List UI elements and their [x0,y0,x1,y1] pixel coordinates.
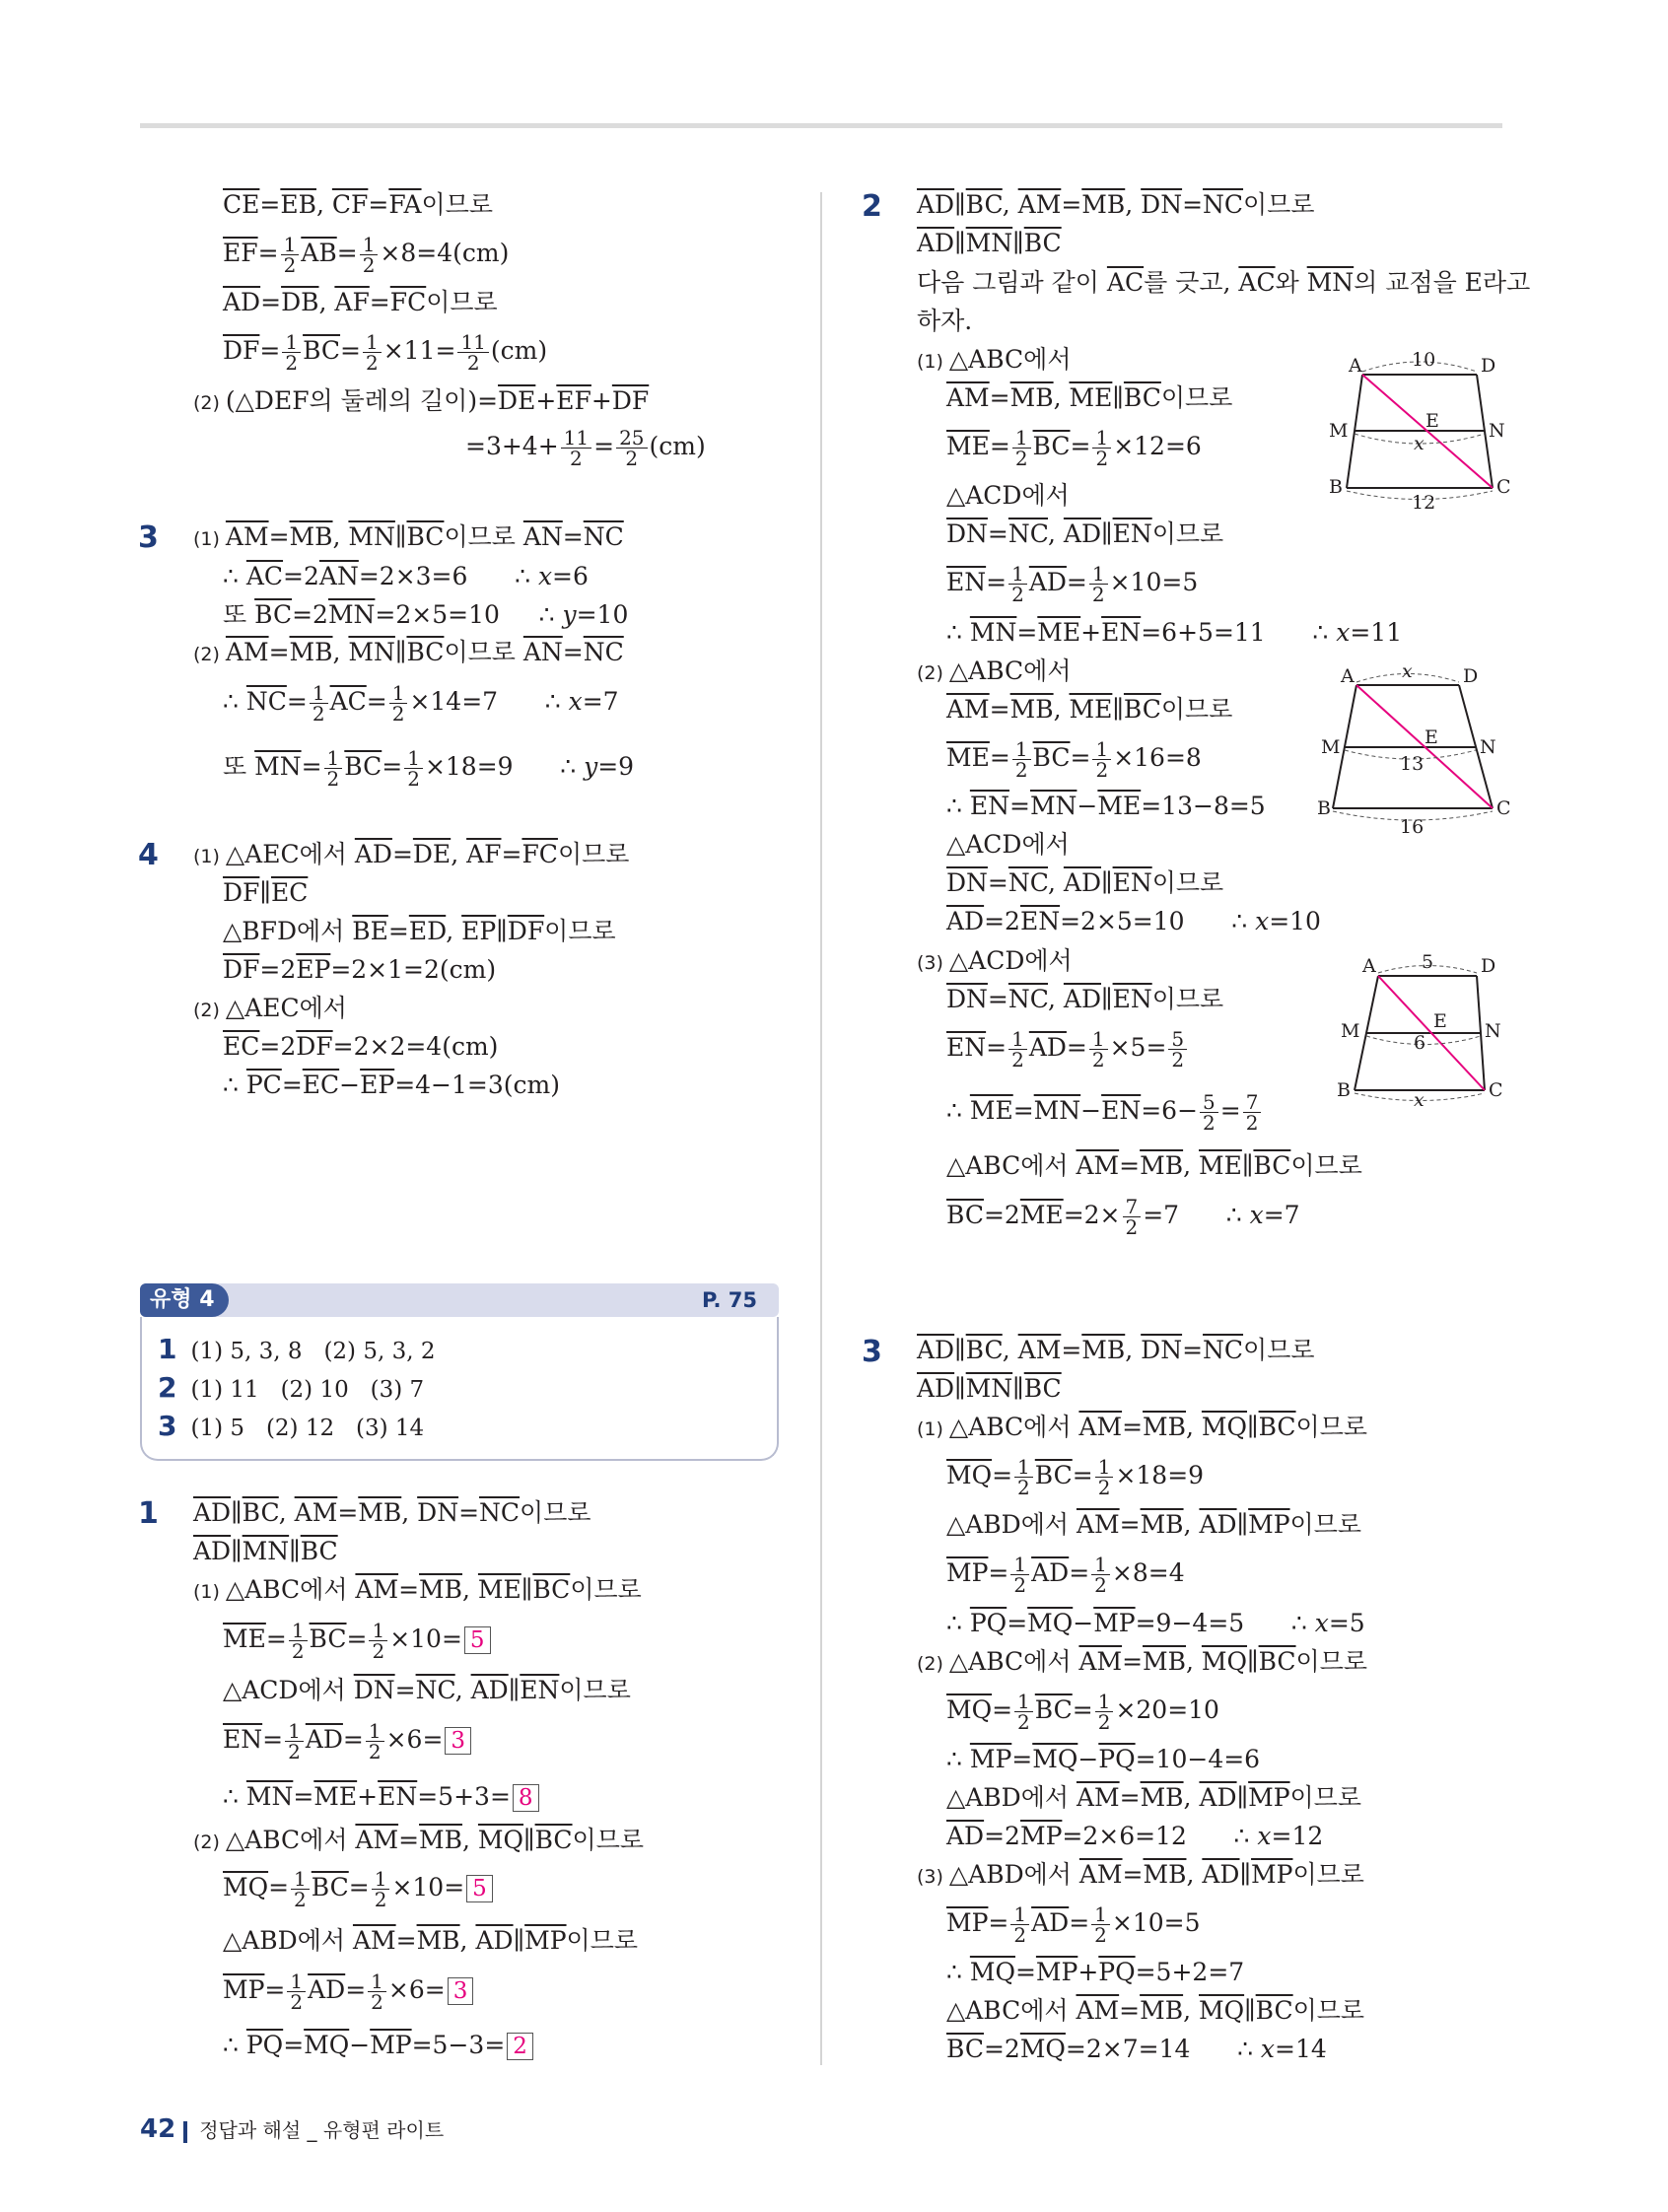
math-line: (2) △ABC에서 $\overline{AM}=\overline{MB}$, $\overline{MQ}\parallel\overline{BC}$이므로 [917,1647,1367,1676]
page-number: 42 [140,2114,176,2144]
vertex-label: M [1329,420,1349,442]
vertex-label: D [1463,665,1479,687]
answer-row [158,1333,436,1365]
dimension-label: 13 [1400,753,1425,775]
math-line: ∴ $\overline{MQ}=\overline{MP}+\overline{PQ}=5+2=7$ [946,1958,1245,1986]
dimension-label: 5 [1422,951,1434,973]
vertex-label: N [1480,736,1496,758]
math-line: ∴ $\overline{PQ}=\overline{MQ}-\overline{MP}=9-4=5$ ∴ x=5 [946,1609,1365,1637]
math-line: $\overline{DF}\parallel\overline{EC}$ [223,878,309,907]
math-line: 다음 그림과 같이 $\overline{AC}$를 긋고, $\overline{AC}$와 $\overline{MN}$의 교점을 E라고 [917,268,1531,297]
dimension-label: x [1414,433,1425,454]
section-tag-number: 4 [199,1287,215,1312]
problem-number: 4 [138,838,159,872]
figure-shape [1347,375,1493,488]
math-line: $\overline{DF}=$ $\frac{1}{2}$ $\overline{BC}=$ $\frac{1}{2}$ ×11= $\frac{11}{2}$ (cm) [223,330,548,375]
vertex-label: A [1362,955,1376,977]
math-line: $\overline{EF}=$ $\frac{1}{2}$ $\overline{AB}=$ $\frac{1}{2}$ ×8=4(cm) [223,233,510,277]
vertex-label: A [1349,355,1362,377]
math-line: ∴ $\overline{PC}=\overline{EC}-\overline{EP}=4-1=3(cm)$ [223,1071,560,1099]
math-line: ∴ $\overline{MP}=\overline{MQ}-\overline{PQ}=10-4=6$ [946,1745,1261,1773]
math-line: $\overline{AD}\parallel\overline{BC}$, $\overline{AM}=\overline{MB}$, $\overline{DN}=\overline{NC}$이므로 [917,190,1315,219]
math-line: $\overline{MQ}=$ $\frac{1}{2}$ $\overline{BC}=$ $\frac{1}{2}$ ×20=10 [946,1690,1219,1734]
column-divider [820,192,822,2065]
math-line: $\overline{ME}=$ $\frac{1}{2}$ $\overline{BC}=$ $\frac{1}{2}$ ×10= 5 [223,1621,491,1661]
math-line: ∴ $\overline{MN}=\overline{ME}+\overline{EN}=6+5=11$ ∴ x=11 [946,618,1403,647]
vertex-label: E [1425,726,1438,748]
trapezoid-figure-3 [1337,951,1503,1111]
dimension-label: 10 [1412,349,1436,371]
dimension-label: 16 [1400,816,1425,838]
answer-text: (1) 5 (2) 12 (3) 14 [190,1416,425,1441]
math-line: ∴ $\overline{MN}=\overline{ME}+\overline{EN}=5+3= 8$ [223,1782,539,1812]
math-line: $\overline{MP}=$ $\frac{1}{2}$ $\overline{AD}=$ $\frac{1}{2}$ ×8=4 [946,1553,1185,1597]
math-line: $\overline{AM}=\overline{MB}$, $\overline{ME}\parallel\overline{BC}$이므로 [946,383,1233,412]
math-line: (2) (△DEF의 둘레의 길이)$=\overline{DE}+\overline{EF}+\overline{DF}$ [193,386,650,415]
math-line: (2) △AEC에서 [193,994,347,1022]
dimension-label: 12 [1412,492,1436,514]
math-line: (1) △ABC에서 [917,345,1072,374]
math-line: (3) △ABD에서 $\overline{AM}=\overline{MB}$, $\overline{AD}\parallel\overline{MP}$이므로 [917,1860,1364,1889]
problem-number: 3 [862,1335,882,1369]
vertex-label: C [1496,797,1511,819]
dimension-label: x [1414,1089,1425,1111]
math-line: $\overline{EN}=$ $\frac{1}{2}$ $\overline{AD}=$ $\frac{1}{2}$ ×5= $\frac{5}{2}$ [946,1029,1189,1070]
math-line: (1) △ABC에서 $\overline{AM}=\overline{MB}$, $\overline{ME}\parallel\overline{BC}$이므로 [193,1575,642,1604]
vertex-label: M [1341,1020,1360,1042]
footer-title: 정답과 해설 _ 유형편 라이트 [199,2118,445,2142]
page-footer [140,2114,444,2144]
trapezoid-figure-2 [1317,660,1514,838]
math-line: $\overline{AM}=\overline{MB}$, $\overline{ME}\parallel\overline{BC}$이므로 [946,695,1233,724]
answer-text: (1) 11 (2) 10 (3) 7 [190,1377,425,1403]
math-line: $\overline{ME}=$ $\frac{1}{2}$ $\overline{BC}=$ $\frac{1}{2}$ ×16=8 [946,737,1202,782]
math-line: ∴ $\overline{PQ}=\overline{MQ}-\overline{MP}=5-3= 2$ [223,2031,533,2060]
math-line: $\overline{AD}\parallel\overline{BC}$, $\overline{AM}=\overline{MB}$, $\overline{DN}=\overline{NC}$이므로 [917,1336,1315,1364]
math-line: △ABD에서 $\overline{AM}=\overline{MB}$, $\overline{AD}\parallel\overline{MP}$이므로 [223,1926,638,1955]
math-line: (1) △AEC에서 $\overline{AD}=\overline{DE}$, $\overline{AF}=\overline{FC}$이므로 [193,840,630,868]
vertex-label: N [1485,1020,1501,1042]
section-tag-label: 유형 [150,1287,192,1312]
math-line: $\overline{ME}=$ $\frac{1}{2}$ $\overline{BC}=$ $\frac{1}{2}$ ×12=6 [946,426,1202,470]
math-line: $\overline{AD}\parallel\overline{MN}\parallel\overline{BC}$ [193,1537,338,1565]
math-line: $\overline{DF}=2\overline{EP}=2\times 1=2(cm)$ [223,955,497,984]
math-line: △ABC에서 $\overline{AM}=\overline{MB}$, $\overline{MQ}\parallel\overline{BC}$이므로 [946,1996,1365,2025]
vertex-label: M [1321,736,1341,758]
math-line: ∴ $\overline{AC}=2\overline{AN}=2\times 3=6$ ∴ x=6 [223,562,589,590]
math-line: 또 $\overline{MN}=$ $\frac{1}{2}$ $\overline{BC}=$ $\frac{1}{2}$ ×18=9 ∴ y=9 [223,746,635,791]
section-tag [140,1283,229,1317]
math-line: $\overline{BC}=2\overline{ME}=2\times$ $\frac{7}{2}$ =7 ∴ x=7 [946,1195,1300,1239]
math-line: $\overline{AD}\parallel\overline{MN}\parallel\overline{BC}$ [917,229,1062,257]
math-line: △ABC에서 $\overline{AM}=\overline{MB}$, $\overline{ME}\parallel\overline{BC}$이므로 [946,1151,1362,1180]
math-line: $\overline{AD}=2\overline{EN}=2\times 5=10$ ∴ x=10 [946,907,1321,935]
math-line: △ABD에서 $\overline{AM}=\overline{MB}$, $\overline{AD}\parallel\overline{MP}$이므로 [946,1783,1361,1812]
math-line: △ABD에서 $\overline{AM}=\overline{MB}$, $\overline{AD}\parallel\overline{MP}$이므로 [946,1510,1361,1539]
math-line: (2) △ABC에서 $\overline{AM}=\overline{MB}$, $\overline{MQ}\parallel\overline{BC}$이므로 [193,1826,644,1854]
section-badge [140,1283,779,1317]
problem-number: 2 [862,189,882,224]
math-line: ∴ $\overline{ME}=\overline{MN}-\overline{EN}=6-$ $\frac{5}{2}$ = $\frac{7}{2}$ [946,1092,1263,1133]
dimension-label: 6 [1414,1032,1426,1054]
math-line: =3+4+ $\frac{11}{2}$ = $\frac{25}{2}$ (cm) [465,426,706,470]
figure-shape [1333,685,1493,808]
math-line: $\overline{MP}=$ $\frac{1}{2}$ $\overline{AD}=$ $\frac{1}{2}$ ×10=5 [946,1902,1201,1947]
math-line: $\overline{EN}=$ $\frac{1}{2}$ $\overline{AD}=$ $\frac{1}{2}$ ×10=5 [946,562,1199,606]
math-line: △BFD에서 $\overline{BE}=\overline{ED}$, $\overline{EP}\parallel\overline{DF}$이므로 [223,917,616,945]
math-line: $\overline{AD}\parallel\overline{BC}$, $\overline{AM}=\overline{MB}$, $\overline{DN}=\overline{NC}$이므로 [193,1498,591,1527]
vertex-label: D [1481,355,1496,377]
answer-row [158,1371,424,1404]
answer-row [158,1410,424,1442]
math-line: △ACD에서 [946,830,1070,859]
footer-separator [183,2121,187,2143]
math-line: $\overline{AD}=\overline{DB}$, $\overline{AF}=\overline{FC}$이므로 [223,288,498,316]
vertex-label: C [1489,1079,1503,1101]
math-line: $\overline{EN}=$ $\frac{1}{2}$ $\overline{AD}=$ $\frac{1}{2}$ ×6= 3 [223,1721,471,1762]
answer-text: (1) 5, 3, 8 (2) 5, 3, 2 [190,1339,436,1364]
math-line: (3) △ACD에서 [917,946,1073,975]
problem-number: 3 [138,520,159,555]
vertex-label: D [1481,955,1496,977]
problem-number: 1 [138,1496,159,1531]
math-line: $\overline{AD}=2\overline{MP}=2\times 6=12$ ∴ x=12 [946,1822,1324,1850]
vertex-label: E [1425,410,1439,432]
math-line: $\overline{DN}=\overline{NC}$, $\overline{AD}\parallel\overline{EN}$이므로 [946,868,1224,897]
math-line: $\overline{MQ}=$ $\frac{1}{2}$ $\overline{BC}=$ $\frac{1}{2}$ ×18=9 [946,1455,1205,1499]
math-line: $\overline{DN}=\overline{NC}$, $\overline{AD}\parallel\overline{EN}$이므로 [946,519,1224,548]
math-line: $\overline{BC}=2\overline{MQ}=2\times 7=14$ ∴ x=14 [946,2035,1327,2063]
trapezoid-figure-1 [1329,349,1511,514]
math-line: (2) △ABC에서 [917,657,1072,685]
section-page-ref: P. 75 [701,1288,757,1312]
math-line: (1) △ABC에서 $\overline{AM}=\overline{MB}$, $\overline{MQ}\parallel\overline{BC}$이므로 [917,1413,1367,1441]
math-line: $\overline{EC}=2\overline{DF}=2\times 2=4(cm)$ [223,1032,499,1061]
math-line: 하자. [917,307,973,335]
math-line: $\overline{AD}\parallel\overline{MN}\parallel\overline{BC}$ [917,1374,1062,1403]
math-line: △ACD에서 $\overline{DN}=\overline{NC}$, $\overline{AD}\parallel\overline{EN}$이므로 [223,1676,631,1704]
dimension-label: x [1402,660,1413,682]
math-line: 또 $\overline{BC}=2\overline{MN}=2\times 5=10$ ∴ y=10 [223,600,629,629]
vertex-label: N [1489,420,1505,442]
answer-number: 3 [158,1410,177,1442]
vertex-label: A [1341,665,1355,687]
math-line: △ACD에서 [946,481,1070,510]
math-line: ∴ $\overline{EN}=\overline{MN}-\overline{ME}=13-8=5$ [946,792,1266,820]
math-line: (2) $\overline{AM}=\overline{MB}$, $\overline{MN}\parallel\overline{BC}$이므로 $\overline{AN}=\overline{NC}$ [193,638,624,666]
vertex-label: E [1433,1010,1447,1032]
answer-number: 1 [158,1333,177,1365]
math-line: $\overline{MQ}=$ $\frac{1}{2}$ $\overline{BC}=$ $\frac{1}{2}$ ×10= 5 [223,1869,493,1909]
top-rule [140,123,1502,128]
math-line: $\overline{CE}=\overline{EB}$, $\overline{CF}=\overline{FA}$이므로 [223,190,493,219]
vertex-label: B [1329,476,1343,498]
math-line: $\overline{DN}=\overline{NC}$, $\overline{AD}\parallel\overline{EN}$이므로 [946,985,1224,1013]
math-line: $\overline{MP}=$ $\frac{1}{2}$ $\overline{AD}=$ $\frac{1}{2}$ ×6= 3 [223,1971,473,2012]
answer-number: 2 [158,1371,177,1404]
vertex-label: B [1337,1079,1351,1101]
vertex-label: B [1317,797,1331,819]
math-line: (1) $\overline{AM}=\overline{MB}$, $\overline{MN}\parallel\overline{BC}$이므로 $\overline{AN}=\overline{NC}$ [193,522,624,551]
math-line: ∴ $\overline{NC}=$ $\frac{1}{2}$ $\overline{AC}=$ $\frac{1}{2}$ ×14=7 ∴ x=7 [223,681,619,726]
vertex-label: C [1496,476,1511,498]
